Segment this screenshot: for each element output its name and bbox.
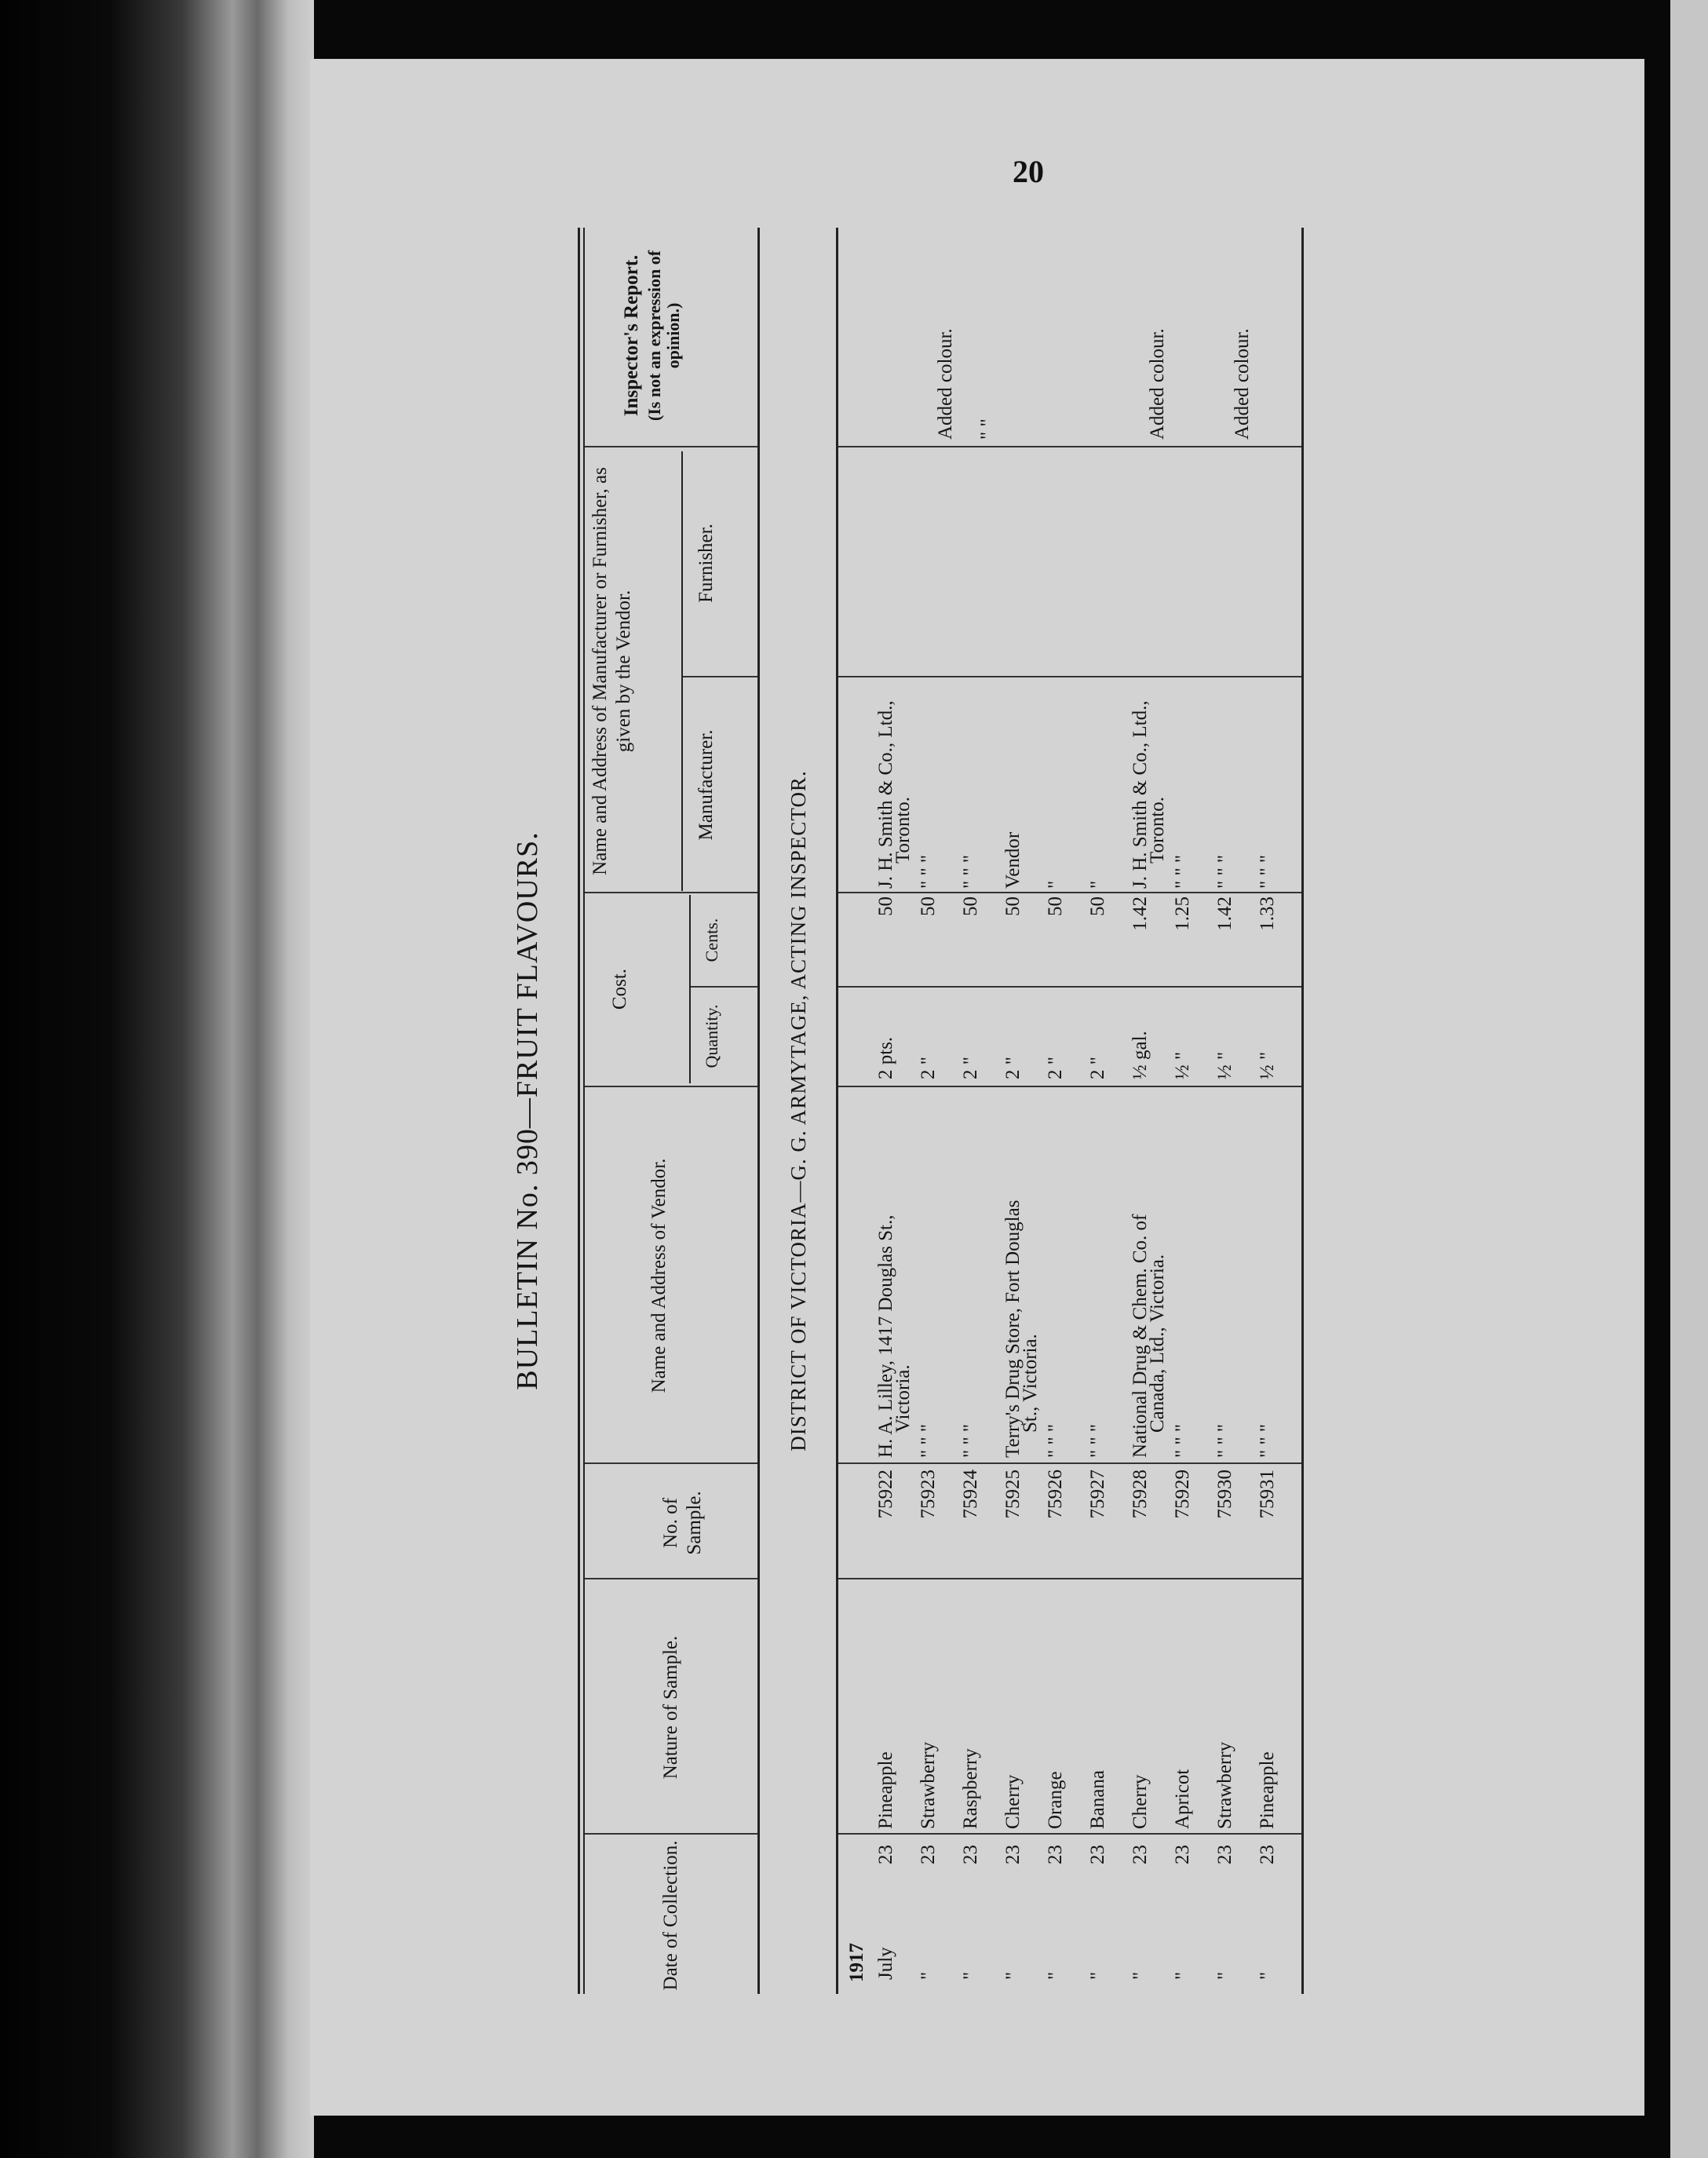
cost-underline (689, 895, 691, 1083)
cell-vendor: " " " (1214, 1423, 1235, 1458)
cell-day: 23 (1130, 1845, 1151, 1864)
header-divider (585, 446, 757, 447)
cell-cents: 1.25 (1172, 896, 1193, 931)
cell-cents: 50 (1045, 896, 1066, 916)
cell-vendor-cont: St., Victoria. (1020, 1334, 1041, 1433)
table-row (1002, 228, 1046, 1994)
cell-sample-no: 75928 (1130, 1470, 1151, 1519)
cell-manufacturer: " " " (1214, 854, 1235, 889)
cell-vendor: " " " (960, 1423, 981, 1458)
cell-sample-no: 75922 (875, 1470, 896, 1519)
cell-cents: 50 (1087, 896, 1108, 916)
cell-sample-no: 75930 (1214, 1470, 1235, 1519)
cell-sample-no: 75925 (1002, 1470, 1024, 1519)
cell-manufacturer: " " " (960, 854, 981, 889)
header-cents: Cents. (702, 918, 721, 962)
cell-day: 23 (1172, 1845, 1193, 1864)
cell-quantity: 2 " (918, 1057, 939, 1079)
cell-day: 23 (1002, 1845, 1024, 1864)
cell-manufacturer-cont: Toronto. (892, 796, 914, 864)
cell-manufacturer: " " " (918, 854, 939, 889)
body-top-rule (836, 228, 838, 1994)
cell-day: 23 (875, 1845, 896, 1864)
cell-vendor: " " " (918, 1423, 939, 1458)
cell-sample-no: 75924 (960, 1470, 981, 1519)
cell-vendor: " " " (1172, 1423, 1193, 1458)
district-heading: DISTRICT OF VICTORIA—G. G. ARMYTAGE, ACTING INSPECTOR. (786, 770, 810, 1451)
cell-quantity: ½ gal. (1130, 1031, 1151, 1079)
cell-nature: Pineapple (1257, 1751, 1278, 1829)
page-margin-strip (1670, 0, 1708, 2158)
cell-day: 23 (1257, 1845, 1278, 1864)
header-mfr-group: Name and Address of Manufacturer or Furnisher, as given by the Vendor. (589, 467, 634, 875)
cell-report: Added colour. (935, 328, 956, 440)
cell-day: 23 (918, 1845, 939, 1864)
table-row (1045, 228, 1089, 1994)
cell-cents: 50 (918, 896, 939, 916)
cell-day: 23 (1045, 1845, 1066, 1864)
cell-quantity: 2 " (1002, 1057, 1024, 1079)
cell-quantity: ½ " (1214, 1051, 1235, 1079)
cell-vendor-cont: Victoria. (892, 1364, 914, 1433)
cell-manufacturer-cont: Toronto. (1147, 796, 1168, 864)
table-row (1087, 228, 1131, 1994)
cell-manufacturer: " " " (1172, 854, 1193, 889)
cell-cents: 1.33 (1257, 896, 1278, 931)
cell-quantity: 2 " (1045, 1057, 1066, 1079)
cell-day: 23 (960, 1845, 981, 1864)
cell-nature: Strawberry (1214, 1741, 1235, 1829)
table-row (1257, 228, 1301, 1994)
table-row (960, 228, 1004, 1994)
cell-nature: Pineapple (875, 1751, 896, 1829)
cell-cents: 1.42 (1214, 896, 1235, 931)
cell-manufacturer: Vendor (1002, 831, 1024, 889)
cell-manufacturer: " " " (1257, 854, 1278, 889)
header-divider (691, 986, 757, 988)
header-report: Inspector's Report. (621, 254, 642, 417)
header-bottom-rule (757, 228, 760, 1994)
cell-nature: Apricot (1172, 1769, 1193, 1829)
cell-manufacturer: J. H. Smith & Co., Ltd., (1130, 700, 1151, 889)
cell-cents: 1.42 (1130, 896, 1151, 931)
bulletin-title: BULLETIN No. 390—FRUIT FLAVOURS. (511, 831, 544, 1390)
cell-nature: Cherry (1002, 1774, 1024, 1829)
cell-quantity: 2 " (1087, 1057, 1108, 1079)
table-row (875, 228, 919, 1994)
table-row (918, 228, 962, 1994)
cell-vendor: Terry's Drug Store, Fort Douglas (1002, 1199, 1024, 1458)
rotated-table-page (502, 228, 1366, 1994)
cell-report: Added colour. (1147, 328, 1168, 440)
cell-sample-no: 75927 (1087, 1470, 1108, 1519)
cell-month: " (918, 1971, 939, 1980)
cell-month: July (875, 1947, 896, 1980)
cell-nature: Strawberry (918, 1741, 939, 1829)
book-binding-edge (0, 0, 314, 2158)
header-divider (585, 1833, 757, 1835)
cell-vendor-cont: Canada, Ltd., Victoria. (1147, 1254, 1168, 1433)
cell-report: " " (977, 418, 998, 440)
cell-cents: 50 (875, 896, 896, 916)
cell-cents: 50 (960, 896, 981, 916)
cell-quantity: ½ " (1172, 1051, 1193, 1079)
header-quantity: Quantity. (702, 1004, 721, 1068)
header-vendor: Name and Address of Vendor. (648, 1158, 670, 1393)
cell-cents: 50 (1002, 896, 1024, 916)
year-label: 1917 (846, 1943, 867, 1982)
header-divider (585, 892, 757, 893)
table-bottom-rule (1301, 228, 1304, 1994)
header-cost: Cost. (609, 968, 630, 1010)
header-divider (585, 1578, 757, 1579)
cell-quantity: ½ " (1257, 1051, 1278, 1079)
cell-sample-no: 75926 (1045, 1470, 1066, 1519)
cell-month: " (1172, 1971, 1193, 1980)
cell-vendor: " " " (1257, 1423, 1278, 1458)
header-manufacturer: Manufacturer. (695, 729, 717, 841)
cell-sample-no: 75929 (1172, 1470, 1193, 1519)
cell-quantity: 2 " (960, 1057, 981, 1079)
cell-manufacturer: " (1087, 880, 1108, 889)
cell-month: " (1214, 1971, 1235, 1980)
header-top-rule-2 (583, 228, 585, 1994)
cell-nature: Cherry (1130, 1774, 1151, 1829)
table-row (1214, 228, 1258, 1994)
cell-nature: Orange (1045, 1771, 1066, 1829)
cell-sample-no: 75923 (918, 1470, 939, 1519)
cell-manufacturer: J. H. Smith & Co., Ltd., (875, 700, 896, 889)
header-date: Date of Collection. (660, 1840, 681, 1991)
mfr-underline (681, 451, 683, 891)
table-row (1172, 228, 1216, 1994)
header-divider (683, 676, 757, 677)
cell-month: " (960, 1971, 981, 1980)
header-report-note: (Is not an expression of opinion.) (644, 250, 683, 422)
cell-vendor: National Drug & Chem. Co. of (1130, 1214, 1151, 1458)
header-furnisher: Furnisher. (695, 524, 717, 603)
cell-vendor: " " " (1087, 1423, 1108, 1458)
header-divider (585, 1462, 757, 1464)
header-top-rule (578, 228, 580, 1994)
cell-vendor: H. A. Lilley, 1417 Douglas St., (875, 1214, 896, 1458)
cell-day: 23 (1087, 1845, 1108, 1864)
cell-report: Added colour. (1232, 328, 1253, 440)
page-number: 20 (1013, 154, 1044, 189)
cell-month: " (1130, 1971, 1151, 1980)
cell-sample-no: 75931 (1257, 1470, 1278, 1519)
cell-month: " (1087, 1971, 1108, 1980)
cell-nature: Raspberry (960, 1748, 981, 1829)
cell-month: " (1045, 1971, 1066, 1980)
cell-day: 23 (1214, 1845, 1235, 1864)
header-no: No. of Sample. (660, 1491, 705, 1555)
cell-vendor: " " " (1045, 1423, 1066, 1458)
cell-nature: Banana (1087, 1770, 1108, 1829)
table-row (1130, 228, 1173, 1994)
cell-quantity: 2 pts. (875, 1036, 896, 1079)
cell-month: " (1002, 1971, 1024, 1980)
header-divider (585, 1086, 757, 1087)
header-nature: Nature of Sample. (660, 1635, 681, 1780)
cell-manufacturer: " (1045, 880, 1066, 889)
cell-month: " (1257, 1971, 1278, 1980)
